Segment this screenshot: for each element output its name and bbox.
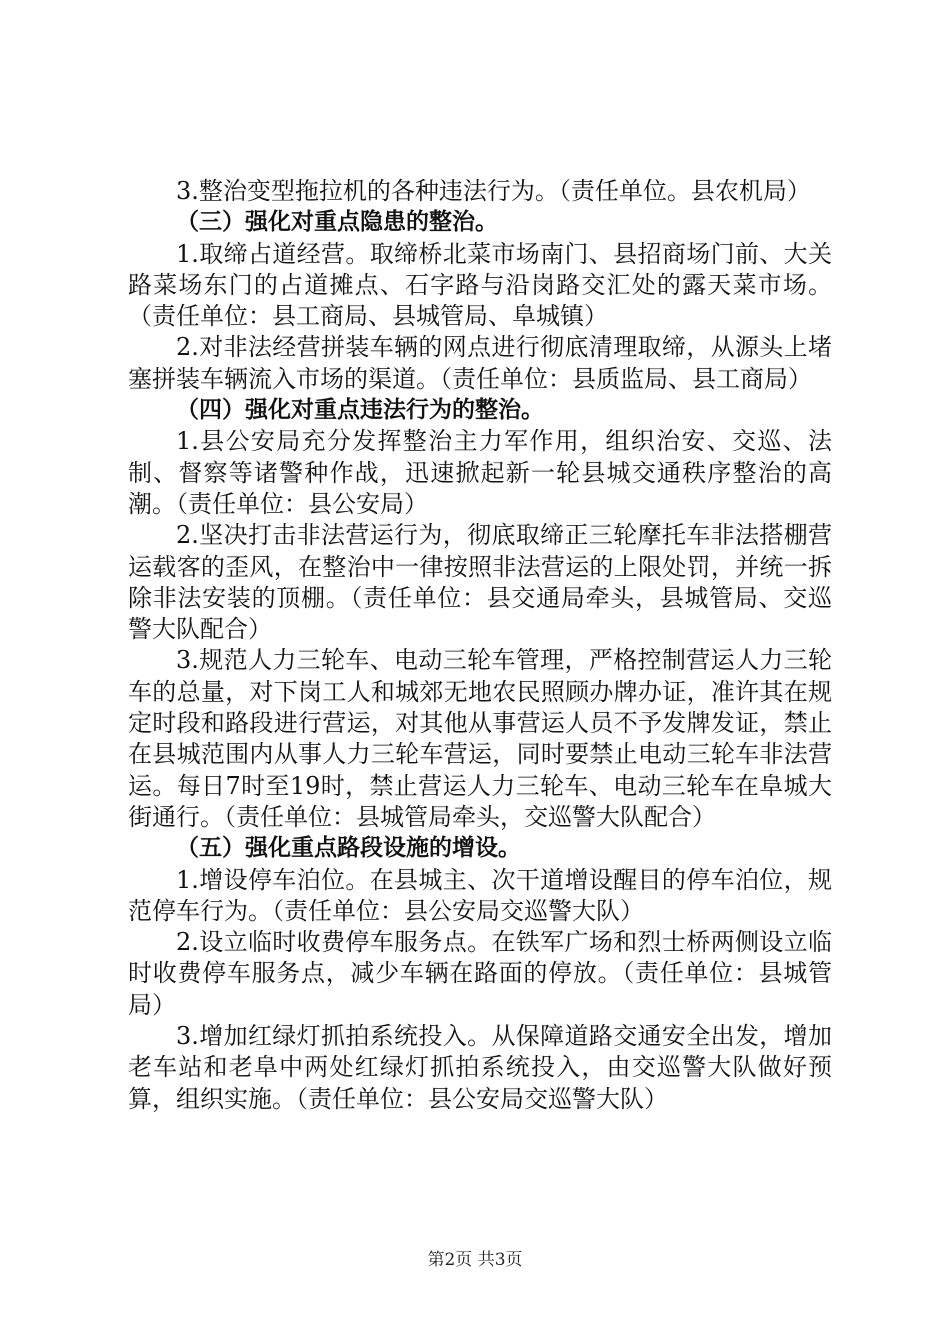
paragraph-item-3-tricycles: 3.规范人力三轮车、电动三轮车管理，严格控制营运人力三轮车的总量，对下岗工人和城郊无地农民照顾办牌办证，准许其在规定时段和路段进行营运，对其他从事营运人员不予发牌发证，禁止在县城范围内从事人力三轮车营运，同时要禁止电动三轮车非法营运。每日7时至19时，禁止营运人力三轮车、电动三轮车在阜城大街通行。（责任单位：县城管局牵头，交巡警大队配合） — [128, 646, 832, 831]
section-heading-4: （四）强化对重点违法行为的整治。 — [176, 397, 544, 424]
paragraph-item-1-public-security: 1.县公安局充分发挥整治主力军作用，组织治安、交巡、法制、督察等诸警种作战，迅速掀起新一轮县城交通秩序整治的高潮。（责任单位：县公安局） — [128, 427, 832, 518]
paragraph-item-2-parking-service: 2.设立临时收费停车服务点。在铁军广场和烈士桥两侧设立临时收费停车服务点，减少车辆在路面的停放。（责任单位：县城管局） — [128, 928, 832, 1019]
section-heading-5: （五）强化重点路段设施的增设。 — [176, 835, 521, 862]
paragraph-item-2-assembled-vehicles: 2.对非法经营拼装车辆的网点进行彻底清理取缔，从源头上堵塞拼装车辆流入市场的渠道。（责任单位：县质监局、县工商局） — [128, 333, 832, 393]
paragraph-item-2-illegal-operation: 2.坚决打击非法营运行为，彻底取缔正三轮摩托车非法搭棚营运载客的歪风，在整治中一律按照非法营运的上限处罚，并统一拆除非法安装的顶棚。（责任单位：县交通局牵头，县城管局、交巡警大队配合） — [128, 521, 832, 644]
paragraph-item-1-road-occupation: 1.取缔占道经营。取缔桥北菜市场南门、县招商场门前、大关路菜场东门的占道摊点、石字路与沿岗路交汇处的露天菜市场。（责任单位：县工商局、县城管局、阜城镇） — [128, 239, 832, 331]
paragraph-item-1-parking-spaces: 1.增设停车泊位。在县城主、次干道增设醒目的停车泊位，规范停车行为。（责任单位：县公安局交巡警大队） — [128, 865, 832, 925]
page-number-footer: 第2页 共3页 — [427, 1250, 523, 1270]
document-body — [128, 176, 832, 1115]
paragraph-item-3-tractor: 3.整治变型拖拉机的各种违法行为。（责任单位。县农机局） — [176, 177, 811, 205]
section-heading-3: （三）强化对重点隐患的整治。 — [176, 209, 498, 236]
paragraph-item-3-traffic-cameras: 3.增加红绿灯抓拍系统投入。从保障道路交通安全出发，增加老车站和老阜中两处红绿灯抓拍系统投入，由交巡警大队做好预算，组织实施。（责任单位：县公安局交巡警大队） — [128, 1022, 832, 1113]
